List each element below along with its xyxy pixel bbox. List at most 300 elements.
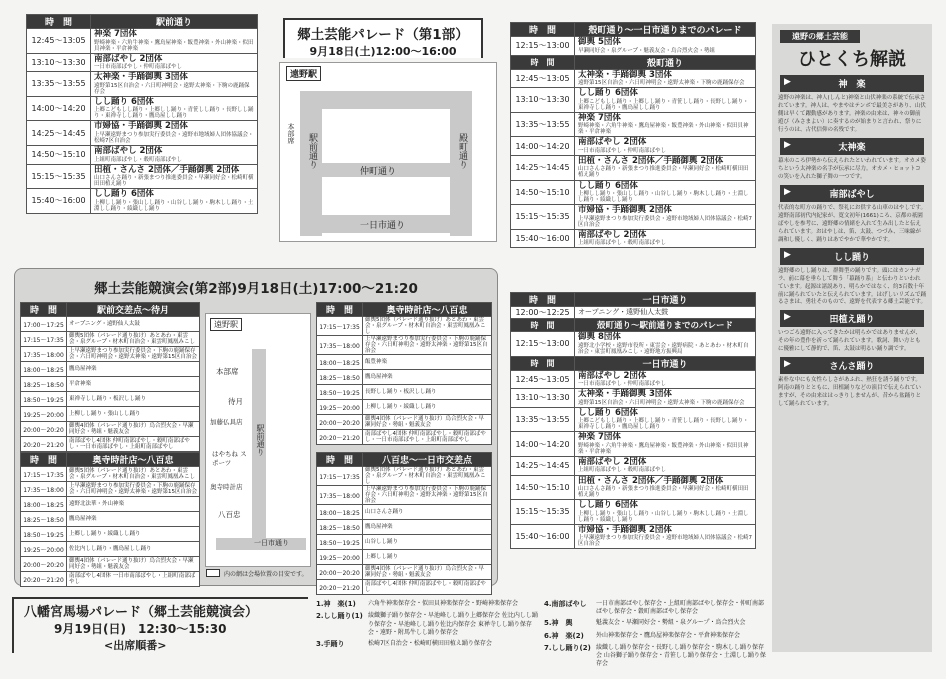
- row-time: 14:25～14:45: [511, 155, 575, 180]
- row-time: 18:25～18:50: [317, 370, 363, 385]
- table-row: [511, 229, 756, 248]
- row-text: 上郷しし踊り・綾織しし踊り: [67, 527, 200, 542]
- header-place: 八百忠～一日市交差点: [363, 453, 492, 467]
- list-item: [316, 640, 542, 649]
- table-row: [511, 88, 756, 113]
- row-time: 17:35～18:00: [317, 486, 363, 505]
- row-text: 上柳しし踊り・綾織しし踊り: [363, 400, 492, 415]
- row-text: 上柳しし踊り・張山しし踊り: [67, 407, 200, 422]
- row-name: 田植・さんさ 2団体／手踊御輿 2団体: [578, 475, 724, 486]
- row-name: しし踊り 6団体: [578, 88, 638, 99]
- row-text: 御輿5団体（パレード通り抜け）あとあわ・東雲会・泉グループ・材木町自治会・東雲町鳳凰みこし: [363, 317, 492, 336]
- row-groups: 山口さんさ踊り・新張まつり推進委員会・早瀬同好会・松崎町横田田植え踊り: [94, 175, 254, 188]
- table-row: [21, 422, 200, 437]
- row-perf: [91, 189, 258, 214]
- table-row: [511, 37, 756, 56]
- row-time: 20:20～21:20: [21, 437, 67, 452]
- table-row: [317, 400, 492, 415]
- table-row: [21, 347, 200, 362]
- header-place: 一日市通り: [575, 293, 756, 307]
- row-text: 鷹鳥屋神楽: [67, 362, 200, 377]
- section-title: 神 楽: [838, 80, 866, 90]
- row-text: 上早瀬遠野まつり参加実行委員会・下駒の鹿踊保存会・六日町神明会・遠野太神楽・遠野第15区自治会: [67, 347, 200, 362]
- row-name: オープニング・遠野仙人太鼓: [575, 307, 756, 319]
- row-perf: [575, 456, 756, 475]
- row-groups: 上組町南部ばやし・穀町南部ばやし: [94, 156, 183, 163]
- list-item: [316, 612, 542, 636]
- section-title: さんさ踊り: [829, 362, 875, 373]
- row-groups: 遠野第15区自治会・六日町神明会・遠野太神楽・下駒の鹿踊保存会: [578, 399, 745, 406]
- table-row: [317, 580, 492, 595]
- row-text: 鷹鳥屋神楽: [67, 512, 200, 527]
- section-title: 太神楽: [838, 142, 866, 153]
- row-time: 20:20～21:20: [317, 580, 363, 595]
- row-time: 18:00～18:25: [21, 497, 67, 512]
- row-groups: 上郷こどもしし踊り・上郷しし踊り・青笹しし踊り・長野しし踊り・東禅寺しし踊り・鷹鳥屋しし踊り: [578, 418, 749, 431]
- item-label: 4.南部ばやし: [544, 600, 587, 608]
- table-row: [511, 524, 756, 549]
- header-place: 殻町通り～一日市通りまでのパレード: [575, 23, 756, 37]
- section-title: しし踊り: [833, 252, 870, 263]
- row-groups: 野崎神楽・六角牛神楽・鷹鳥屋神楽・飯豊神楽・外山神楽・似田貝神楽・平倉神楽: [94, 39, 254, 52]
- item-label: 3.手踊り: [316, 639, 345, 648]
- header-time: 時 間: [21, 453, 67, 467]
- top-street: [300, 91, 472, 109]
- sidebar-section: [772, 138, 932, 182]
- table-row: [21, 527, 200, 542]
- row-time: 13:10～13:30: [511, 389, 575, 408]
- row-name: 御輿 8団体: [578, 332, 621, 342]
- table-row: [317, 535, 492, 550]
- row-name: 神楽 7団体: [578, 112, 621, 123]
- section-head: [780, 138, 924, 155]
- table-row: [511, 205, 756, 230]
- honbu-label: 本部席: [216, 367, 239, 376]
- row-text: 山口さんさ踊り: [363, 505, 492, 520]
- row-name: 南部ばやし 2団体: [94, 146, 163, 156]
- table-row: [511, 370, 756, 389]
- table-row: [511, 432, 756, 457]
- section-head: [780, 248, 924, 265]
- row-time: 19:25～20:00: [21, 407, 67, 422]
- row-time: 15:15～15:35: [27, 164, 91, 189]
- row-text: 平倉神楽: [67, 377, 200, 392]
- row-groups: 上柳しし踊り・張山しし踊り・山谷しし踊り・駒木しし踊り・土淵しし踊り・綾織しし踊り: [578, 191, 749, 204]
- row-groups: 一日市南部ばやし・仲町南部ばやし: [578, 381, 667, 388]
- row-time: 18:00～18:25: [317, 355, 363, 370]
- row-perf: [91, 29, 258, 54]
- table-row: [511, 155, 756, 180]
- table-row: [27, 96, 258, 121]
- table-row: [511, 137, 756, 156]
- header-time: 時 間: [21, 303, 67, 317]
- row-groups: 早瀬同好会・泉グループ・魁義友会・烏合烈火会・勢組: [578, 47, 716, 54]
- row-groups: 上組町南部ばやし・穀町南部ばやし: [578, 467, 667, 474]
- table-row: [317, 505, 492, 520]
- section-head: [780, 310, 924, 327]
- row-name: しし踊り 6団体: [578, 407, 638, 418]
- sidebar-tag: 遠野の郷土芸能: [780, 30, 860, 43]
- row-perf: [575, 332, 756, 357]
- row-text: 上郷しし踊り: [363, 550, 492, 565]
- row-text: 上早瀬遠野まつり参加実行委員会・下駒の鹿踊保存会・六日町神明会・遠野太神楽・遠野第15区自治会: [363, 336, 492, 355]
- item-text: 魁義友会・早瀬同好会・勢組・泉グループ・烏合烈火会: [596, 619, 746, 627]
- section-head: [780, 75, 924, 92]
- row-time: 19:25～20:00: [317, 400, 363, 415]
- row-name: 南部ばやし 2団体: [578, 137, 647, 148]
- row-time: 20:00～20:20: [21, 422, 67, 437]
- section-text: 幕末のころ伊勢から伝えられたといわれています。オカメ姿ちという太神楽の名手が伝承に尽力。オカメ・ヒョットコの笑いを入れた獅子舞の一つです。: [778, 157, 926, 180]
- row-time: 14:00～14:20: [27, 96, 91, 121]
- hachiman-date: 9月19日(日) 12:30～15:30: [54, 622, 227, 636]
- header-place: 奥寺時計店～八百忠: [363, 303, 492, 317]
- row-text: 上早瀬遠野まつり参加実行委員会・下駒の鹿踊保存会・六日町神明会・遠野太神楽・遠野第15区自治会: [363, 486, 492, 505]
- row-time: 14:50～15:10: [27, 146, 91, 165]
- row-time: 12:15～13:00: [511, 37, 575, 56]
- arrow-icon: ▶: [784, 139, 791, 150]
- table-row: [21, 467, 200, 482]
- list-item: [544, 600, 766, 616]
- row-name: 市婦協・手踊御輿 2団体: [578, 524, 672, 535]
- section-text: 代表的な町方の踊りで、祭礼にお供する山車のはやしです。遠野南部初代内紀家が、寛文初年(1661)ころ、京都の祇園ばやしを参考に、遠野郷の情緒を入れて生み出したと伝えられています。おはやしは、笛、太鼓、つづみ、三味線が調和し優しく、踊りはあでやかで華やかです。: [778, 204, 926, 243]
- row-perf: [575, 88, 756, 113]
- arrow-icon: ▶: [784, 249, 791, 260]
- row-name: しし踊り 6団体: [94, 96, 154, 107]
- subheader-place: 殻町通り: [575, 55, 756, 69]
- row-perf: [575, 524, 756, 549]
- table-row: [317, 565, 492, 580]
- row-time: 14:00～14:20: [511, 137, 575, 156]
- row-time: 19:25～20:00: [21, 542, 67, 557]
- row-groups: 上郷こどもしし踊り・上郷しし踊り・青笹しし踊り・長野しし踊り・東禅寺しし踊り・鷹鳥屋しし踊り: [578, 98, 749, 111]
- row-perf: [91, 53, 258, 72]
- table-row: [21, 437, 200, 452]
- header-time: 時 間: [27, 15, 91, 29]
- subheader-time: 時 間: [511, 319, 575, 332]
- part2-title: 郷土芸能競演会(第2部)9月18日(土)17:00～21:20: [94, 281, 418, 297]
- table-row: [21, 392, 200, 407]
- table-row: [317, 355, 492, 370]
- table-row: [21, 512, 200, 527]
- row-time: 12:45～13:05: [27, 29, 91, 54]
- row-groups: 遠野第15区自治会・六日町神明会・遠野太神楽・下駒の鹿踊保存会: [94, 82, 250, 95]
- hayashiya-label: はやちね スポーツ: [212, 449, 252, 467]
- hachiman-title: 八幡宮馬場パレード（郷土芸能競演会）: [24, 605, 259, 620]
- table-row: [317, 486, 492, 505]
- table-row: [21, 497, 200, 512]
- sidebar-panel: [772, 24, 932, 652]
- sidebar-section: [772, 75, 932, 135]
- row-text: 東禅寺しし踊り・板沢しし踊り: [67, 392, 200, 407]
- table-row: [21, 482, 200, 497]
- row-name: 田植・さんさ 2団体／手踊御輿 2団体: [578, 155, 724, 166]
- item-text: 綾織獅子踊り保存会・早池峰しし踊り上郷保存会 佐比内しし踊り保存会・早池峰しし踊り佐比内保存会 東禅寺しし踊り保存会・遠野・附馬牛しし踊り保存会: [368, 612, 538, 636]
- row-name: 神楽 7団体: [94, 29, 137, 39]
- row-time: 13:35～13:55: [511, 112, 575, 137]
- section-text: 遠野郷のしし踊りは、群舞型の踊りです。頭にはカンナガラ、前に幕を垂らして舞う「幕踊り系」と伝わりといわれています。起源は諸説あり、明らかではなく、約3百数十年前に踊られていたと伝えられています。はげしいリズムで踊るさまは、勇壮そのもので、遠野を代表する郷土芸能です。: [778, 267, 926, 306]
- row-time: 17:35～18:00: [317, 336, 363, 355]
- row-time: 12:00～12:25: [511, 307, 575, 319]
- row-perf: [575, 112, 756, 137]
- row-time: 18:25～18:50: [21, 377, 67, 392]
- table-row: [511, 500, 756, 525]
- table-row: [511, 389, 756, 408]
- part2-table-3: [316, 302, 492, 445]
- row-time: 17:35～18:00: [21, 347, 67, 362]
- sidebar-section: [772, 248, 932, 308]
- section-title: 田植え踊り: [829, 315, 875, 326]
- sidebar-section: [772, 185, 932, 245]
- row-perf: [575, 37, 756, 56]
- table-row: [27, 164, 258, 189]
- table-row: [317, 520, 492, 535]
- table-row: [21, 332, 200, 347]
- table-row: [511, 69, 756, 88]
- row-time: 19:25～20:00: [317, 550, 363, 565]
- parade1-title: 郷土芸能パレード（第1部）: [297, 27, 469, 43]
- row-perf: [575, 370, 756, 389]
- row-text: 遠野北法華・外山神楽: [67, 497, 200, 512]
- header-time: 時 間: [317, 453, 363, 467]
- subheader-time: 時 間: [511, 55, 575, 69]
- row-groups: 上柳しし踊り・張山しし踊り・山谷しし踊り・駒木しし踊り・土淵しし踊り・綾織しし踊り: [578, 510, 749, 523]
- table-row: [511, 112, 756, 137]
- item-label: 5.神 輿: [544, 619, 573, 628]
- row-time: 17:15～17:35: [317, 467, 363, 486]
- row-perf: [91, 146, 258, 165]
- table-row: [511, 407, 756, 432]
- row-text: 南部ばやし4団体 仲町南部ばやし・穀町南部ばやし: [363, 580, 492, 595]
- list-item: [544, 644, 766, 668]
- row-groups: 野崎神楽・六角牛神楽・鷹鳥屋神楽・飯豊神楽・外山神楽・似田貝神楽・平倉神楽: [578, 442, 749, 455]
- table-row: [21, 362, 200, 377]
- row-time: 13:35～13:55: [27, 72, 91, 97]
- row-time: 18:25～18:50: [317, 520, 363, 535]
- row-time: 14:50～15:10: [511, 180, 575, 205]
- row-perf: [575, 137, 756, 156]
- row-time: 20:20～21:20: [21, 572, 67, 587]
- row-time: 13:10～13:30: [511, 88, 575, 113]
- header-time: 時 間: [317, 303, 363, 317]
- row-name: 太神楽・手踊御輿 3団体: [578, 389, 672, 400]
- row-perf: [91, 164, 258, 189]
- table-row: [317, 370, 492, 385]
- row-time: 20:20～21:20: [317, 430, 363, 445]
- row-time: 20:00～20:20: [317, 415, 363, 430]
- item-text: 一日市南部ばやし保存会・上組町南部ばやし保存会・仲町南部ばやし保存会・穀町南部ばやし保存会: [596, 600, 765, 616]
- row-text: 上早瀬遠野まつり参加実行委員会・下駒の鹿踊保存会・六日町神明会・遠野太神楽・遠野第15区自治会: [67, 482, 200, 497]
- item-text: 外山神楽保存会・鷹鳥屋神楽保存会・平倉神楽保存会: [596, 631, 741, 639]
- machizuki-label: 待月: [228, 397, 243, 406]
- hachiman-order: <出席順番>: [104, 639, 167, 652]
- item-label: 2.しし踊り(1): [316, 612, 363, 621]
- table-row: [27, 121, 258, 146]
- row-text: 南部ばやし4団体 仲町南部ばやし・穀町南部ばやし・一日市南部ばやし・上組町南部ばやし: [363, 430, 492, 445]
- item-label: 1.神 楽(1): [316, 600, 356, 608]
- header-time: 時 間: [511, 293, 575, 307]
- row-time: 18:50～19:25: [317, 385, 363, 400]
- ekimae-label: 駅前通り: [307, 133, 317, 169]
- row-text: 御輿5団体（パレード通り抜け）あとあわ・東雲会・泉グループ・材木町自治会・東雲町鳳凰みこし: [67, 332, 200, 347]
- row-name: 南部ばやし 2団体: [94, 53, 163, 64]
- subheader-place: 一日市通り: [575, 356, 756, 370]
- row-name: 市婦協・手踊御輿 2団体: [94, 121, 188, 132]
- header-place: 駅前交差点～待月: [67, 303, 200, 317]
- row-time: 17:15～17:35: [21, 467, 67, 482]
- row-perf: [575, 500, 756, 525]
- row-name: しし踊り 6団体: [94, 189, 154, 200]
- hachiman-box: [12, 597, 308, 653]
- item-label: 6.神 楽(2): [544, 631, 584, 640]
- table-row: [317, 550, 492, 565]
- parade1-right-table: [510, 22, 756, 248]
- row-text: 御輿5団体（パレード通り抜け）あとあわ・東雲会・泉グループ・材木町自治会・東雲町鳳凰みこし: [67, 467, 200, 482]
- row-name: 田植・さんさ 2団体／手踊御輿 2団体: [94, 164, 240, 175]
- sidebar-title: ひとくち解説: [798, 49, 906, 70]
- row-time: 13:10～13:30: [27, 53, 91, 72]
- row-groups: 上早瀬遠野まつり参加実行委員会・遠野市地域婦人団体協議会・松崎7区自治会: [94, 131, 254, 144]
- table-row: [511, 307, 756, 319]
- row-time: 18:25～18:50: [21, 512, 67, 527]
- subheader-time: 時 間: [511, 356, 575, 370]
- row-time: 18:50～19:25: [317, 535, 363, 550]
- row-text: 御輿5団体（パレード通り抜け）あとあわ・東雲会・泉グループ・材木町自治会・東雲町鳳凰みこし: [363, 467, 492, 486]
- table-row: [317, 415, 492, 430]
- row-groups: 山口さんさ踊り・新張まつり推進委員会・早瀬同好会・松崎町横田田植え踊り: [578, 166, 749, 179]
- section-head: [780, 185, 924, 202]
- parade1-map: [279, 62, 497, 242]
- row-perf: [91, 96, 258, 121]
- okudera-label: 奥寺時計店: [210, 483, 243, 491]
- row-text: 御輿4団体（パレード通り抜け）烏合烈火会・早瀬同好会・勢組・魁義友会: [363, 565, 492, 580]
- arrow-icon: ▶: [784, 186, 791, 197]
- row-time: 20:00～20:20: [317, 565, 363, 580]
- list-item: [316, 600, 542, 609]
- row-time: 15:40～16:00: [511, 524, 575, 549]
- table-row: [21, 542, 200, 557]
- hachiman-list-left: [316, 600, 542, 652]
- section-text: 遠野の神楽は、神人(しんと)神楽と山伏神楽の系統で伝承されています。神人は、やまやはテンボで最美さがあり、山伏側は早くて躍動感があります。神楽の由来は、神々の御前遊び（みさまよい）に奏するのが始まりと言われ、祭りに行うのは、古代信仰の名残です。: [778, 95, 926, 133]
- section-text: いつごろ遠野に入ってきたかは明らかではありませんが、その年の豊作を祈って踊られています。歌詞、舞い方ともに優雅にして静的で、笛、太鼓は明るい踊り調です。: [778, 330, 922, 353]
- row-perf: [575, 69, 756, 88]
- row-time: 15:40～16:00: [511, 229, 575, 248]
- item-text: 綾織しし踊り保存会・長野しし踊り保存会・駒木しし踊り保存会 山谷獅子踊り保存会・青笹しし踊り保存会・土淵しし踊り保存会: [596, 644, 766, 668]
- row-name: 南部ばやし 2団体: [578, 229, 647, 240]
- hitoichi-label: 一日市通り: [360, 221, 406, 231]
- kajo-label: 加藤仏具店: [210, 418, 243, 426]
- table-row: [317, 467, 492, 486]
- row-time: 12:15～13:00: [511, 332, 575, 357]
- row-perf: [575, 205, 756, 230]
- row-name: 南部ばやし 2団体: [578, 370, 647, 381]
- row-time: 12:45～13:05: [511, 69, 575, 88]
- header-place: 駅前通り: [91, 15, 258, 29]
- part2-table-1: [20, 302, 200, 452]
- row-perf: [575, 229, 756, 248]
- row-text: 飯豊神楽: [363, 355, 492, 370]
- part2-table-4: [316, 452, 492, 595]
- table-row: [21, 572, 200, 587]
- subheader-place: 殻町通り～駅前通りまでのパレード: [575, 319, 756, 332]
- table-row: [21, 317, 200, 332]
- row-perf: [575, 407, 756, 432]
- table-row: [511, 180, 756, 205]
- row-text: 長野しし踊り・板沢しし踊り: [363, 385, 492, 400]
- row-groups: 山口さんさ踊り・新張まつり推進委員会・早瀬同好会・松崎町横田田植え踊り: [578, 486, 749, 499]
- hitoichi-label: 一日市通り: [254, 539, 289, 547]
- row-time: 15:40～16:00: [27, 189, 91, 214]
- row-name: 太神楽・手踊御輿 3団体: [578, 69, 672, 80]
- row-text: 鷹鳥屋神楽: [363, 520, 492, 535]
- row-groups: 一日市南部ばやし・仲町南部ばやし: [578, 147, 667, 154]
- header-time: 時 間: [511, 23, 575, 37]
- row-name: 太神楽・手踊御輿 3団体: [94, 72, 188, 83]
- row-name: 御輿 5団体: [578, 37, 621, 47]
- table-row: [317, 385, 492, 400]
- row-time: 20:00～20:20: [21, 557, 67, 572]
- row-groups: 上早瀬遠野まつり参加実行委員会・遠野市地域婦人団体協議会・松崎7区自治会: [578, 215, 753, 228]
- legend-swatch: [206, 569, 220, 577]
- section-title: 南部ばやし: [829, 189, 875, 200]
- nakamachi-label: 仲町通り: [360, 167, 397, 177]
- row-text: 南部ばやし4団体 一日市南部ばやし・上組町南部ばやし: [67, 572, 200, 587]
- list-item: [544, 632, 766, 641]
- row-time: 14:50～15:10: [511, 475, 575, 500]
- item-text: 松崎7区自治会・松崎町横田田植え踊り保存会: [368, 639, 492, 647]
- item-label: 7.しし踊り(2): [544, 644, 591, 653]
- part2-table-2: [20, 452, 200, 587]
- row-perf: [575, 389, 756, 408]
- row-groups: 一日市南部ばやし・仲町南部ばやし: [94, 64, 183, 71]
- row-time: 18:00～18:25: [317, 505, 363, 520]
- row-groups: 遠野北小学校・遠野市役所・東雲会・遠野病院・あとあわ・材木町自治会・東雲町鳳凰みこし・遠野地方振興局: [578, 342, 749, 355]
- map-legend: 内の網は会場位置の目安です。: [224, 571, 308, 578]
- row-text: オープニング・遠野仙人太鼓: [67, 317, 200, 332]
- row-time: 17:00～17:25: [21, 317, 67, 332]
- table-row: [511, 456, 756, 475]
- row-text: 御輿4団体（パレード通り抜け）烏合烈火会・早瀬同好会・勢組・魁義友会: [363, 415, 492, 430]
- section-text: 素朴な中にも女性らしさがあふれ、熱狂を誘う踊りです。阿南の踊りとともに、田植踊りなどの演目で伝えられていますが、その由来ははっきりしませんが、昔から盆踊りとして踊られています。: [778, 377, 922, 408]
- item-text: 六角牛神楽保存会・似田貝神楽保存会・野崎神楽保存会: [368, 600, 519, 607]
- row-name: 神楽 7団体: [578, 432, 621, 443]
- row-name: 市婦協・手踊御輿 2団体: [578, 205, 672, 216]
- section-head: [780, 357, 924, 374]
- row-name: しし踊り 6団体: [578, 180, 638, 191]
- arrow-icon: ▶: [784, 359, 791, 370]
- hachiman-list-right: [544, 600, 766, 671]
- row-name: 南部ばやし 2団体: [578, 456, 647, 467]
- sidebar-section: [772, 357, 932, 409]
- part2-map: [205, 313, 311, 567]
- row-time: 13:35～13:55: [511, 407, 575, 432]
- table-row: [511, 332, 756, 357]
- header-place: 奥寺時計店～八百忠: [67, 453, 200, 467]
- ekimae-label: 駅前通り: [256, 424, 265, 456]
- row-time: 18:50～19:25: [21, 527, 67, 542]
- table-row: [27, 189, 258, 214]
- row-time: 14:25～14:45: [27, 121, 91, 146]
- table-row: [27, 146, 258, 165]
- row-time: 18:50～19:25: [21, 392, 67, 407]
- row-time: 18:00～18:25: [21, 362, 67, 377]
- row-text: 御輿4団体（パレード通り抜け）烏合烈火会・早瀬同好会・勢組・魁義友会: [67, 422, 200, 437]
- tonomachi-label: 殿町通り: [457, 133, 467, 169]
- table-row: [317, 430, 492, 445]
- hitoichi-table: [510, 292, 756, 549]
- row-groups: 上柳しし踊り・張山しし踊り・山谷しし踊り・駒木しし踊り・土淵しし踊り・綾織しし踊り: [94, 199, 254, 212]
- row-time: 17:15～17:35: [21, 332, 67, 347]
- row-text: 鷹鳥屋神楽: [363, 370, 492, 385]
